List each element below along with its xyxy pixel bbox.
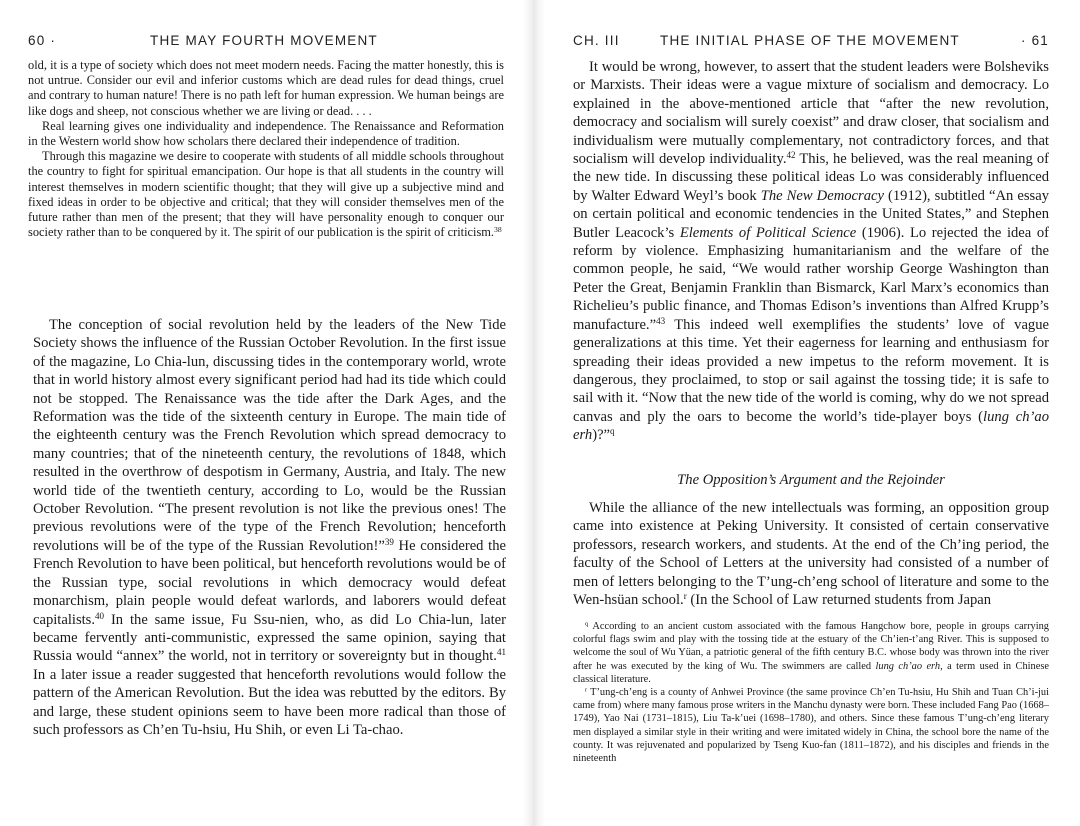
paragraph: The conception of social revolution held by the leaders of the New Tide Society shows the influence of the Russian October Revolution. In the first issue of the magazine, Lo Chia-lun, discussing tides in the contemporary world, wrote that in world history almost every significant period had had its tide which could not be stopped. The Renaissance was the tide after the Dark Ages, and the Reformation was the tide of the sixteenth century in Europe. The main tide of the eighteenth century was the French Revolution which spread democracy to many countries; that of the nineteenth century, the revolutions of 1848, which resulted in the overthrow of despotism in Germany, Austria, and Italy. The new world tide of the twentieth century, according to Lo, would be the Russian October Revolution. “The present revolution is not like the previous ones! The previous revolutions were of the type of the French Revolution; henceforth revolutions will be of the type of the Russian Revolution!”$^{39}$ He considered the French Revolution to have been political, but henceforth revolutions would be of the Russian type, social revolutions in which democracy would defeat monarchism, plain people would defeat warlords, and laborers would defeat capitalists.$^{40}$ In the same issue, Fu Ssu-nien, who, as did Lo Chia-lun, later became fervently anti-communistic, expressed the same opinion, saying that Russia would “annex” the world, not in territory or sovereignty but in thought.$^{41}$ In a later issue a reader suggested that henceforth revolutions would follow the pattern of the American Revolution. But the idea was rebutted by the editors. By and large, these student opinions seem to have been more radical than those of such professors as Ch’en Tu-hsiu, Hu Shih, or even Li Ta-chao. xyxy=(33,317,506,738)
footnote-ref[interactable]: 38 xyxy=(494,225,502,235)
footnote-ref[interactable]: r xyxy=(683,591,687,602)
page-number: 60 · xyxy=(28,33,57,48)
footnote-ref[interactable]: q xyxy=(610,426,615,437)
quote-paragraph: old, it is a type of society which does not meet modern needs. Facing the matter honestly, this is not untrue. Consider our evil and inferior customs which are dead rules for dead things, cruel and contrary to human nature! There is no path left for human expression. We human beings are like dogs and sheep, not conscious whether we are living or dead. . . . xyxy=(28,58,504,118)
left-page-header xyxy=(28,33,506,53)
block-quote xyxy=(28,58,504,240)
chapter-label: CH. III xyxy=(573,33,620,48)
footnote-ref[interactable]: 39 xyxy=(384,536,394,547)
left-page xyxy=(28,0,506,826)
footnote-ref[interactable]: 42 xyxy=(786,150,796,161)
quote-paragraph: Through this magazine we desire to cooperate with students of all middle schools throughout the country to fight for spiritual emancipation. Our hope is that all students in the country will interest themselves in modern scientific thought; that they will give up a subjective mind and fixed ideas in order to be objective and critical; that they will consider themselves men of the future rather than men of the present; that they will have personality enough to conquer our society rather than to be conquered by it. The spirit of our publication is the spirit of criticism.$^{38}$ xyxy=(28,149,504,240)
body-text xyxy=(573,58,1049,445)
footnote-marker: r xyxy=(585,686,588,694)
footnote: $^r$ T’ung-ch’eng is a county of Anhwei Province (the same province Ch’en Tu-hsiu, Hu Shih and Tuan Ch’i-jui came from) where many famous prose writers in the Manchu dynasty were born. These included Fang Pao (1668–1749), Yao Nai (1731–1815), Liu Ta-k’uei (1698–1780), and others. Since these famous T’ung-ch’eng literary men displayed a similar style in their writing and were imitated widely in China, the school bore the name of the county. It was rejuvenated and popularized by Tseng Kuo-fan (1811–1872), and his disciples and friends in the nineteenth xyxy=(573,686,1049,765)
body-text xyxy=(573,499,1049,609)
right-page xyxy=(573,0,1049,826)
right-page-header xyxy=(573,33,1049,53)
footnote: $^q$ According to an ancient custom associated with the famous Hangchow bore, people in groups carrying colorful flags swim and play with the tossing tide at the estuary of the Ch’ien-t’ang River. This is supposed to welcome the soul of Wu Yüan, a patriotic general of the fifth century B.C. whose body was thrown into the river after he was executed by the king of Wu. The swimmers are called lung ch’ao erh, a term used in Chinese classical literature. xyxy=(573,620,1049,685)
footnotes xyxy=(573,620,1049,765)
paragraph: While the alliance of the new intellectuals was forming, an opposition group came into existence at Peking University. It consisted of certain conservative professors, research workers, and students. At the end of the Ch’ing period, the faculty of the School of Letters at the university had consisted of a number of men of letters belonging to the T’ung-ch’eng school of literature and some to the Wen-hsüan school.$^r$ (In the School of Law returned students from Japan xyxy=(573,500,1049,609)
running-head: THE INITIAL PHASE OF THE MOVEMENT xyxy=(660,33,960,48)
quote-paragraph: Real learning gives one individuality and independence. The Renaissance and Reformation in the Western world show how scholars there declared their independence of tradition. xyxy=(28,118,504,149)
body-text xyxy=(33,316,506,739)
book-title: Elements of Political Science xyxy=(679,224,857,241)
footnote-ref[interactable]: 40 xyxy=(95,610,105,621)
book-title: The New Democracy xyxy=(760,187,884,204)
footnote-ref[interactable]: 41 xyxy=(496,647,506,658)
footnote-marker: q xyxy=(585,620,589,628)
page-number: · 61 xyxy=(1020,33,1049,48)
book-gutter xyxy=(523,0,545,826)
paragraph: It would be wrong, however, to assert that the student leaders were Bolsheviks or Marxists. Their ideas were a vague mixture of socialism and democracy. Lo explained in the above-mentioned article that “after the new revolution, democracy and socialism will surely coexist” and draw closer, that socialism and individualism were mutually complementary, not contradictory forces, and that socialism will develop individuality.$^{42}$ This, he believed, was the real meaning of the new tide. In discussing these political ideas Lo was considerably influenced by Walter Edward Weyl’s book The New Democracy (1912), subtitled “An essay on certain political and economic tendencies in the United States,” and Stephen Butler Leacock’s Elements of Political Science (1906). Lo rejected the idea of reform by violence. Emphasizing humanitarianism and the welfare of the common people, he said, “We would rather worship George Washington than Peter the Great, Benjamin Franklin than Bismarck, Karl Marx’s economics than Richelieu’s public finance, and Thomas Edison’s inventions than Alfred Krupp’s manufacture.”$^{43}$ This indeed well exemplifies the students’ love of vague generalizations at this time. Yet their eagerness for learning and enthusiasm for spreading their ideas provided a new impetus to the reform movement. It is dangerous, they proclaimed, to stop or sail against the tossing tide; it is safe to sail with it. “Now that the new tide of the world is coming, why do we not spread canvas and ply the oars to become the world’s tide-player boys (lung ch’ao erh)?”$^q$ xyxy=(573,59,1050,444)
section-heading: The Opposition’s Argument and the Rejoinder xyxy=(677,472,945,488)
romanized-term: lung ch’ao erh xyxy=(573,408,1049,444)
running-head: THE MAY FOURTH MOVEMENT xyxy=(150,33,378,48)
footnote-ref[interactable]: 43 xyxy=(656,315,666,326)
